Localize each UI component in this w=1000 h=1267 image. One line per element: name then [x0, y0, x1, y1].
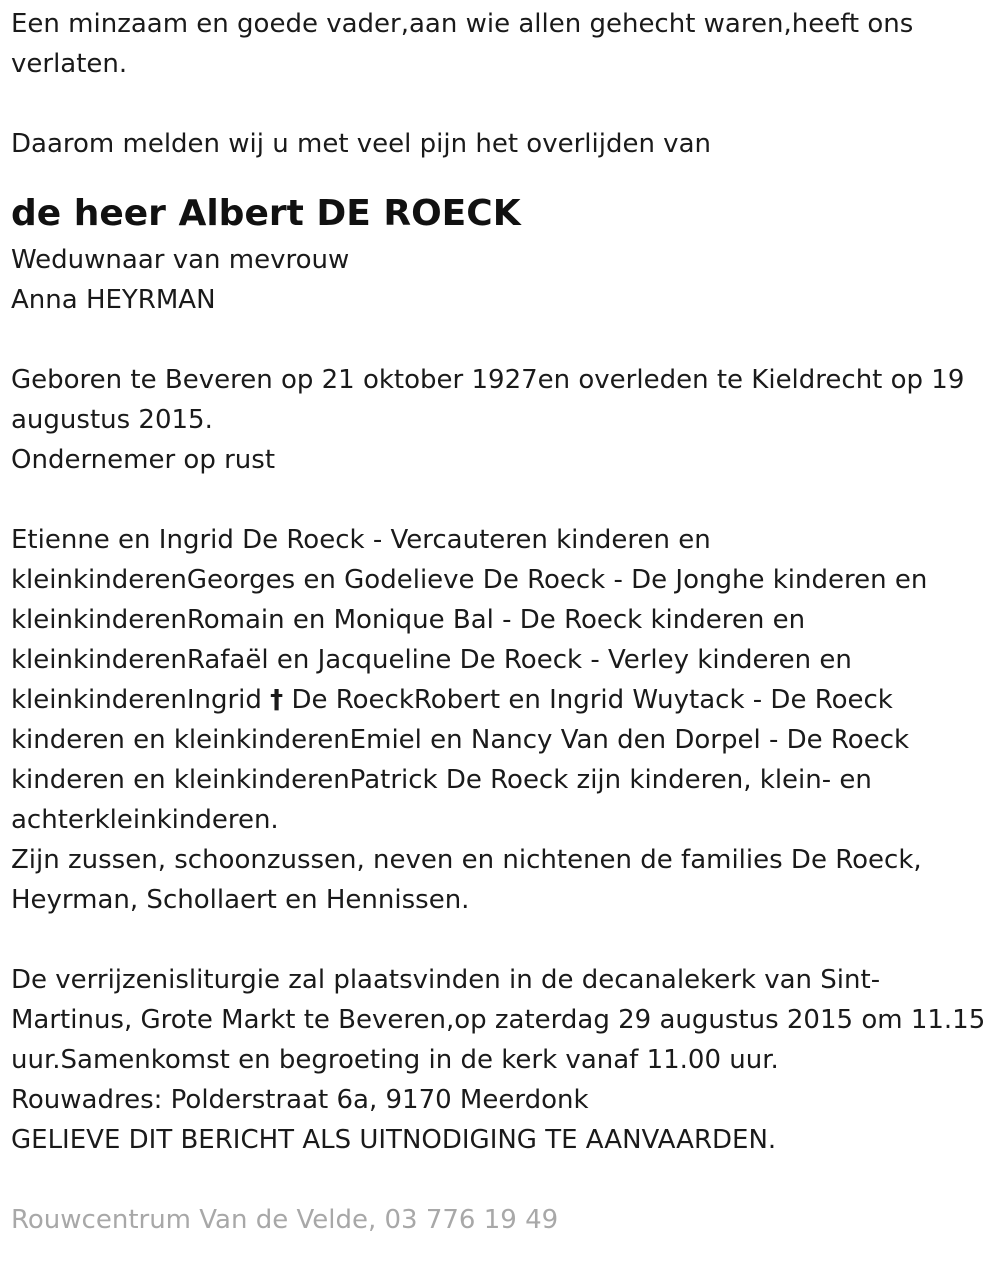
spacer [11, 1160, 986, 1200]
occupation-text: Ondernemer op rust [11, 445, 276, 475]
children-list-part2: De RoeckRobert en Ingrid Wuytack - De Roeck kinderen en kleinkinderenEmiel en Nancy Van den Dorpel - De Roeck kinderen en kleinkinderenPatrick De Roeck zijn kinderen, klein- en achterkleinkinderen. [11, 685, 910, 835]
announcement-text: Daarom melden wij u met veel pijn het overlijden van [11, 129, 711, 159]
deceased-name: de heer Albert DE ROECK [11, 193, 521, 234]
funeral-home-contact: Rouwcentrum Van de Velde, 03 776 19 49 [11, 1205, 559, 1235]
birth-death-text: Geboren te Beveren op 21 oktober 1927en overleden te Kieldrecht op 19 augustus 2015. [11, 365, 965, 435]
cross-icon: † [270, 685, 284, 715]
invitation-text: GELIEVE DIT BERICHT ALS UITNODIGING TE AANVAARDEN. [11, 1125, 777, 1155]
relatives-text: Zijn zussen, schoonzussen, neven en nichtenen de families De Roeck, Heyrman, Schollaert en Hennissen. [11, 845, 922, 915]
intro-text: Een minzaam en goede vader,aan wie allen gehecht waren,heeft ons verlaten. [11, 9, 914, 79]
liturgy-text: De verrijzenisliturgie zal plaatsvinden in de decanalekerk van Sint-Martinus, Grote Markt te Beveren,op zaterdag 29 augustus 2015 om 11.15 uur.Samenkomst en begroeting in de kerk vanaf 11.00 uur. [11, 965, 986, 1075]
spacer [11, 480, 986, 520]
spacer [11, 920, 986, 960]
spacer [11, 164, 986, 188]
obituary-document [11, 4, 986, 1240]
children-list-part1: Etienne en Ingrid De Roeck - Vercauteren kinderen en kleinkinderenGeorges en Godelieve De Roeck - De Jonghe kinderen en kleinkinderenRomain en Monique Bal - De Roeck kinderen en kleinkinderenRafaël en Jacqueline De Roeck - Verley kinderen en kleinkinderenIngrid [11, 525, 928, 715]
spacer [11, 320, 986, 360]
spouse-name: Anna HEYRMAN [11, 285, 216, 315]
spacer [11, 84, 986, 124]
children-list [11, 520, 986, 840]
mourning-address: Rouwadres: Polderstraat 6a, 9170 Meerdonk [11, 1085, 589, 1115]
widower-line: Weduwnaar van mevrouw [11, 245, 350, 275]
